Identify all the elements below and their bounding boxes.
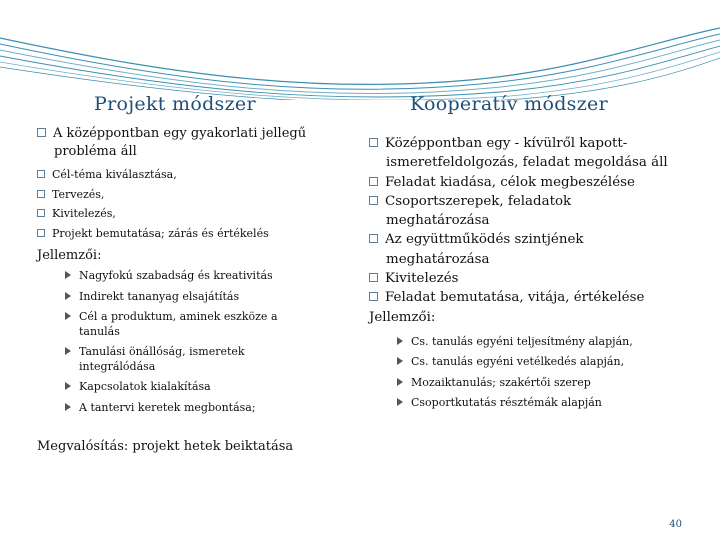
right-item-2	[369, 173, 669, 192]
square-bullet-icon	[369, 177, 378, 186]
left-feature	[65, 290, 305, 305]
right-item-4	[369, 230, 636, 269]
right-item-6	[369, 288, 669, 307]
right-feature-text: Mozaiktanulás; szakértői szerep	[411, 375, 591, 389]
left-feature	[65, 380, 305, 395]
left-feature	[65, 310, 309, 339]
square-bullet-icon	[37, 190, 45, 198]
left-title: Projekt módszer	[94, 93, 256, 115]
right-item-text: Kivitelezés	[385, 271, 459, 287]
left-feature	[65, 401, 305, 416]
left-feature-text: Kapcsolatok kialakítása	[79, 380, 211, 393]
arrow-bullet-icon	[397, 378, 403, 386]
left-feature-text: A tantervi keretek megbontása;	[79, 400, 256, 414]
arrow-bullet-icon	[397, 337, 403, 345]
left-step-text: Kivitelezés,	[52, 207, 116, 220]
left-feature-text: Nagyfokú szabadság és kreativitás	[79, 269, 273, 282]
right-item-text: Az együttműködés szintjének meghatározása	[385, 232, 584, 267]
left-feature	[65, 345, 279, 374]
left-column	[37, 125, 337, 454]
left-step-3	[37, 204, 337, 224]
square-bullet-icon	[37, 170, 45, 178]
right-item-3	[369, 192, 616, 231]
square-bullet-icon	[369, 138, 378, 147]
left-feature-text: Tanulási önállóság, ismeretek integrálódása	[79, 345, 245, 373]
square-bullet-icon	[369, 234, 378, 243]
left-main-item-text: A középpontban egy gyakorlati jellegű probléma áll	[53, 126, 307, 159]
left-feature-text: Cél a produktum, aminek eszköze a tanulás	[79, 310, 278, 338]
right-item-1	[369, 134, 669, 173]
right-feature-text: Cs. tanulás egyéni vetélkedés alapján,	[411, 355, 625, 369]
left-step-text: Cél-téma kiválasztása,	[52, 168, 177, 181]
square-bullet-icon	[369, 273, 378, 282]
left-features-list	[37, 269, 305, 415]
arrow-bullet-icon	[65, 347, 71, 355]
right-feature	[397, 332, 669, 352]
left-feature-text: Indirekt tananyag elsajátítás	[79, 289, 240, 303]
left-feature	[65, 269, 305, 284]
arrow-bullet-icon	[65, 382, 71, 390]
left-implementation: Megvalósítás: projekt hetek beiktatása	[37, 439, 294, 454]
page-number: 40	[669, 519, 682, 530]
right-features-list	[369, 332, 669, 413]
right-features-label: Jellemzői:	[369, 309, 436, 325]
right-feature-text: Csoportkutatás résztémák alapján	[411, 395, 602, 409]
square-bullet-icon	[369, 292, 378, 301]
square-bullet-icon	[369, 196, 378, 205]
header-wave-decoration	[0, 0, 720, 100]
left-step-text: Tervezés,	[52, 187, 105, 201]
right-item-text: Feladat kiadása, célok megbeszélése	[385, 174, 635, 190]
arrow-bullet-icon	[65, 292, 71, 300]
arrow-bullet-icon	[65, 271, 71, 279]
right-item-text: Középpontban egy - kívülről kapott- ismeretfeldolgozás, feladat megoldása áll	[385, 136, 668, 171]
right-item-text: Csoportszerepek, feladatok meghatározása	[385, 193, 572, 229]
left-features-label: Jellemzői:	[37, 248, 102, 263]
arrow-bullet-icon	[397, 398, 403, 406]
arrow-bullet-icon	[65, 403, 71, 411]
right-title: Kooperatív módszer	[410, 93, 608, 115]
left-step-2	[37, 185, 337, 205]
left-step-1	[37, 165, 337, 185]
right-feature	[397, 393, 669, 413]
square-bullet-icon	[37, 128, 46, 137]
right-feature	[397, 352, 669, 372]
right-item-text: Feladat bemutatása, vitája, értékelése	[385, 290, 645, 306]
square-bullet-icon	[37, 229, 45, 237]
left-step-text: Projekt bemutatása; zárás és értékelés	[52, 226, 269, 240]
right-column	[369, 134, 669, 413]
left-main-item	[37, 125, 337, 161]
left-step-4	[37, 224, 337, 244]
arrow-bullet-icon	[397, 357, 403, 365]
right-item-5	[369, 269, 669, 288]
right-feature	[397, 373, 669, 393]
right-feature-text: Cs. tanulás egyéni teljesítmény alapján,	[411, 334, 633, 348]
square-bullet-icon	[37, 209, 45, 217]
arrow-bullet-icon	[65, 312, 71, 320]
